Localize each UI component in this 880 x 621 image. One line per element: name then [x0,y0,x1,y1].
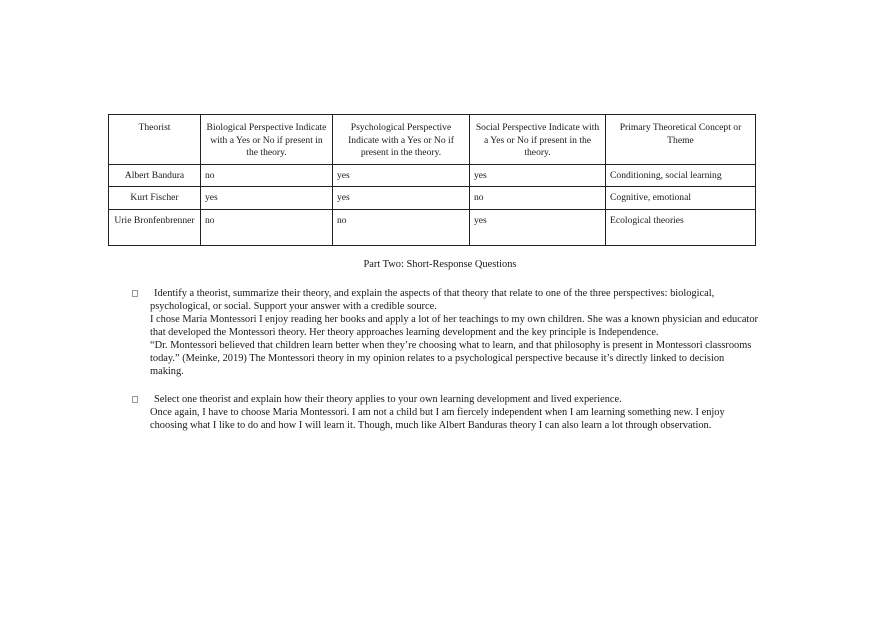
biological-cell: no [201,209,333,245]
header-concept: Primary Theoretical Concept or Theme [606,115,756,165]
psychological-cell: no [333,209,470,245]
theorist-cell: Urie Bronfenbrenner [109,209,201,245]
biological-cell: no [201,164,333,187]
theorist-cell: Albert Bandura [109,164,201,187]
question-1-prompt-text: Identify a theorist, summarize their theory, and explain the aspects of that theory that relate to one of the three perspectives: biological, psychological, or social. Support your answer with a credible source. [150,288,715,312]
social-cell: yes [470,209,606,245]
bullet-box-icon [132,290,138,297]
concept-cell: Cognitive, emotional [606,187,756,210]
concept-cell: Conditioning, social learning [606,164,756,187]
table-header-row [109,115,756,165]
section-title: Part Two: Short-Response Questions [363,259,517,270]
table-row [109,209,756,245]
bullet-box-icon [132,396,138,403]
social-cell: no [470,187,606,210]
psychological-cell: yes [333,187,470,210]
question-2 [150,393,760,432]
psychological-cell: yes [333,164,470,187]
question-2-prompt [150,393,760,406]
question-1 [150,287,760,378]
social-cell: yes [470,164,606,187]
concept-cell: Ecological theories [606,209,756,245]
header-social: Social Perspective Indicate with a Yes or No if present in the theory. [470,115,606,165]
table-row [109,164,756,187]
header-theorist: Theorist [109,115,201,165]
question-1-prompt [150,287,760,313]
table-row [109,187,756,210]
question-1-answer-part-1: I chose Maria Montessori I enjoy reading her books and apply a lot of her teachings to my own children. She was a known physician and educator that developed the Montessori theory. Her theory approaches learning development and the key principle is Independence. [150,314,758,338]
header-psychological: Psychological Perspective Indicate with a Yes or No if present in the theory. [333,115,470,165]
question-1-answer-part-2: “Dr. Montessori believed that children learn better when they’re choosing what to learn, and that philosophy is present in Montessori classrooms today.” (Meinke, 2019) The Montessori theory in my opinion relates to a psychological perspective because it’s directly linked to decision making. [150,340,752,377]
theory-table [108,114,756,246]
theorist-cell: Kurt Fischer [109,187,201,210]
question-2-answer: Once again, I have to choose Maria Montessori. I am not a child but I am fiercely independent when I am learning something new. I enjoy choosing what I like to do and how I will learn it. Though, much like Albert Banduras theory I can also learn a lot through observation. [150,407,725,431]
header-biological: Biological Perspective Indicate with a Yes or No if present in the theory. [201,115,333,165]
question-2-prompt-text: Select one theorist and explain how their theory applies to your own learning development and lived experience. [154,394,622,405]
biological-cell: yes [201,187,333,210]
